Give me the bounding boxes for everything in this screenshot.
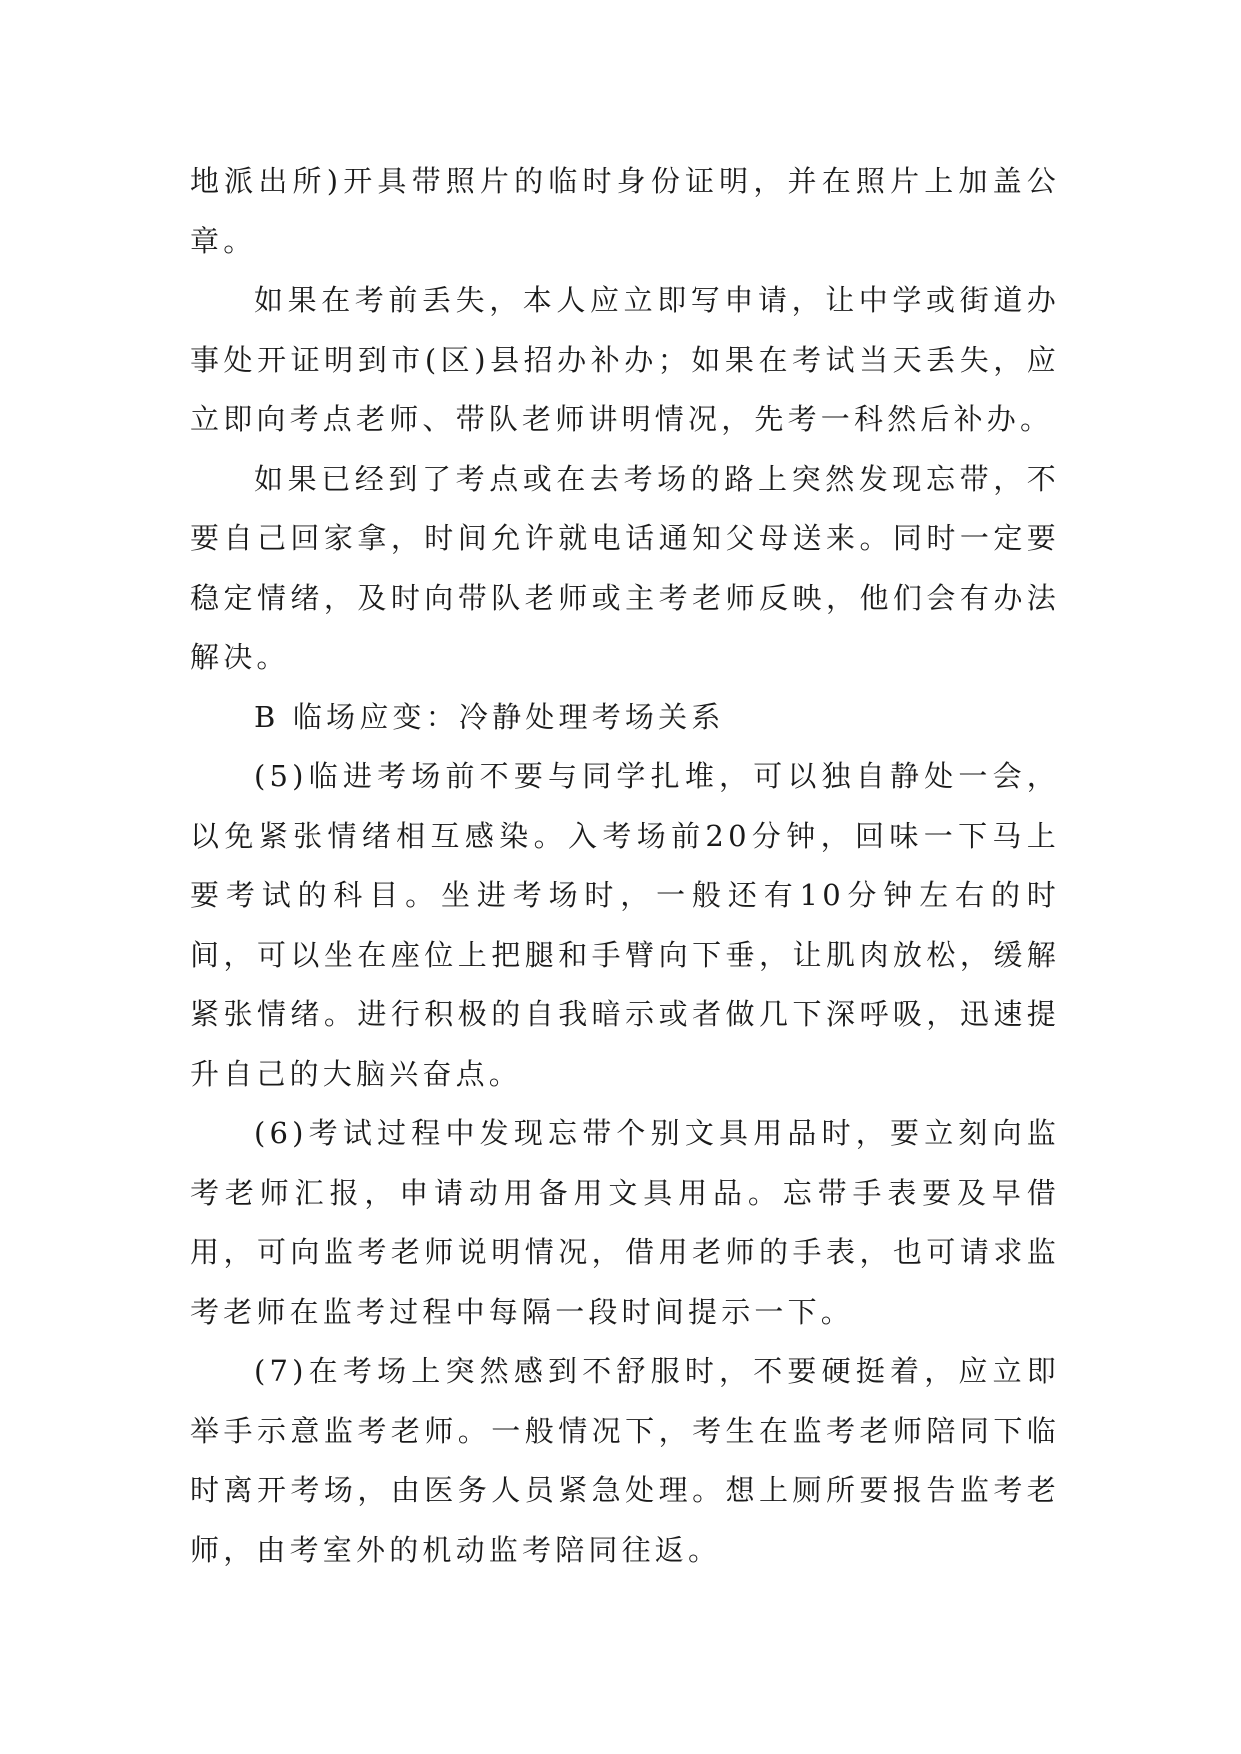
paragraph-item-6: (6)考试过程中发现忘带个别文具用品时，要立刻向监考老师汇报，申请动用备用文具用品。忘带手表要及早借用，可向监考老师说明情况，借用老师的手表，也可请求监考老师在监考过程中每隔一段时间提示一下。 bbox=[190, 1116, 1060, 1329]
paragraph-item-5: (5)临进考场前不要与同学扎堆，可以独自静处一会，以免紧张情绪相互感染。入考场前20分钟，回味一下马上要考试的科目。坐进考场时，一般还有10分钟左右的时间，可以坐在座位上把腿和手臂向下垂，让肌肉放松，缓解紧张情绪。进行积极的自我暗示或者做几下深呼吸，迅速提升自己的大脑兴奋点。 bbox=[190, 759, 1060, 1091]
section-heading: B 临场应变：冷静处理考场关系 bbox=[254, 699, 725, 734]
paragraph-item-7: (7)在考场上突然感到不舒服时，不要硬挺着，应立即举手示意监考老师。一般情况下，考生在监考老师陪同下临时离开考场，由医务人员紧急处理。想上厕所要报告监考老师，由考室外的机动监考陪同往返。 bbox=[190, 1354, 1060, 1567]
paragraph-forgot-on-way: 如果已经到了考点或在去考场的路上突然发现忘带，不要自己回家拿，时间允许就电话通知父母送来。同时一定要稳定情绪，及时向带队老师或主考老师反映，他们会有办法解决。 bbox=[190, 461, 1060, 674]
document-body bbox=[190, 152, 1060, 1580]
paragraph-continuation: 地派出所)开具带照片的临时身份证明，并在照片上加盖公章。 bbox=[190, 164, 1060, 258]
paragraph-lost-before-exam: 如果在考前丢失，本人应立即写申请，让中学或街道办事处开证明到市(区)县招办补办；如果在考试当天丢失，应立即向考点老师、带队老师讲明情况，先考一科然后补办。 bbox=[190, 283, 1060, 436]
